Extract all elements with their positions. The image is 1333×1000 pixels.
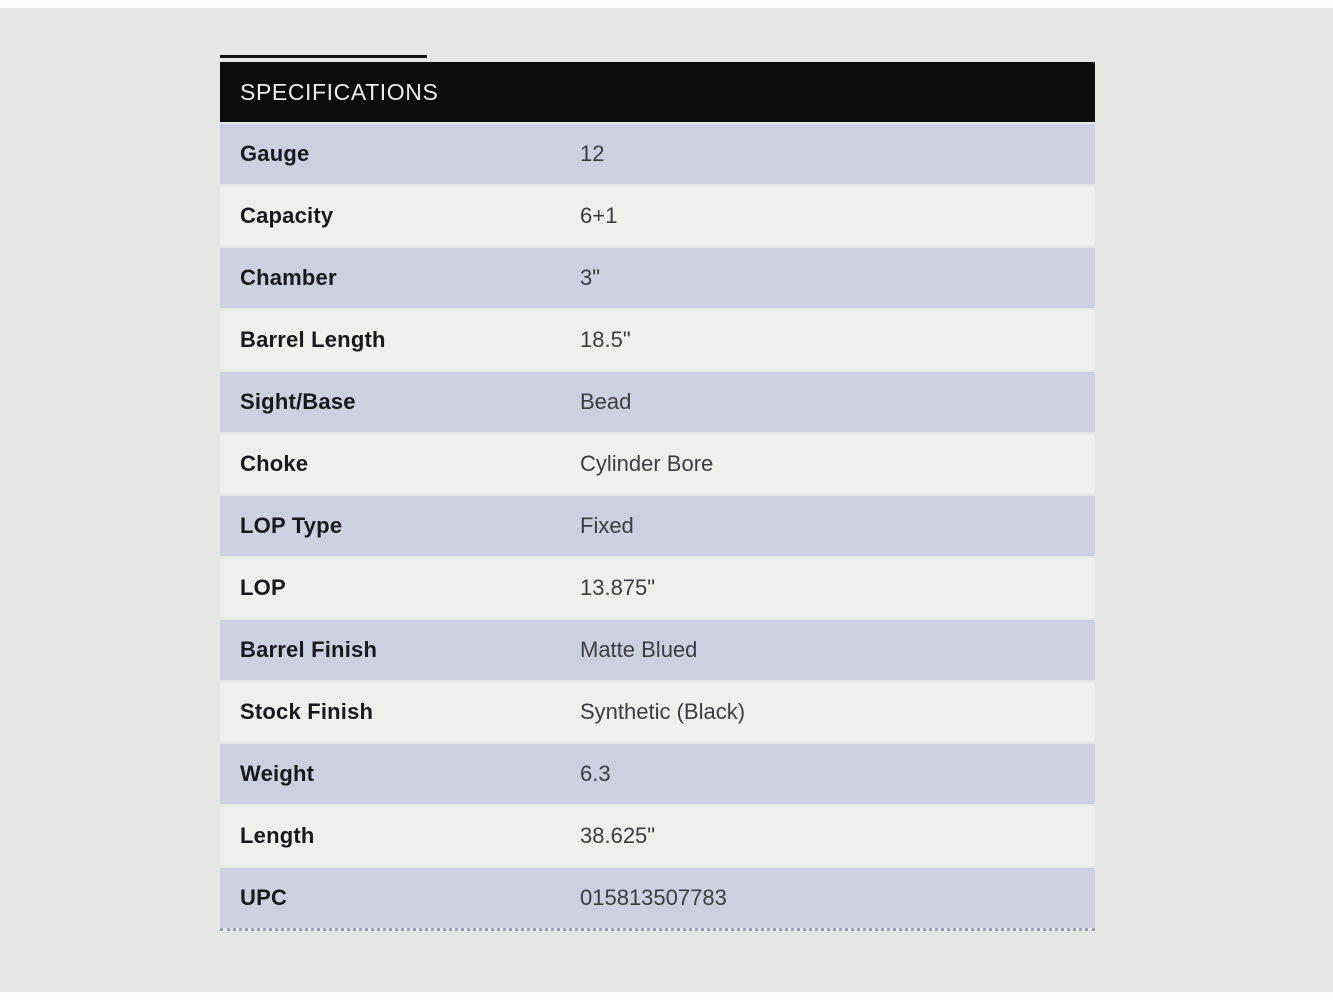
spec-label: Barrel Finish bbox=[240, 637, 378, 662]
spec-value: 38.625" bbox=[580, 823, 656, 848]
spec-label: Capacity bbox=[240, 203, 334, 228]
spec-value: 6+1 bbox=[580, 203, 618, 228]
spec-value: 18.5" bbox=[580, 327, 631, 352]
spec-label: LOP bbox=[240, 575, 286, 600]
bottom-edge-strip bbox=[0, 992, 1333, 1000]
spec-label: LOP Type bbox=[240, 513, 343, 538]
spec-value: Synthetic (Black) bbox=[580, 699, 746, 724]
spec-row bbox=[220, 186, 1095, 246]
table-body bbox=[220, 124, 1095, 931]
spec-label: Barrel Length bbox=[240, 327, 386, 352]
spec-row bbox=[220, 682, 1095, 742]
spec-value: 12 bbox=[580, 141, 605, 166]
table-header-title: SPECIFICATIONS bbox=[240, 79, 439, 105]
spec-label: Stock Finish bbox=[240, 699, 374, 724]
spec-value: Cylinder Bore bbox=[580, 451, 714, 476]
spec-label: Sight/Base bbox=[240, 389, 356, 414]
top-edge-strip bbox=[0, 0, 1333, 8]
spec-value: 6.3 bbox=[580, 761, 611, 786]
spec-row bbox=[220, 310, 1095, 370]
spec-row bbox=[220, 744, 1095, 804]
spec-row bbox=[220, 496, 1095, 556]
spec-value: 015813507783 bbox=[580, 885, 727, 910]
specifications-table bbox=[220, 62, 1095, 931]
table-header bbox=[220, 62, 1095, 122]
spec-value: 13.875" bbox=[580, 575, 656, 600]
spec-label: UPC bbox=[240, 885, 288, 910]
spec-row bbox=[220, 434, 1095, 494]
spec-value: Bead bbox=[580, 389, 632, 414]
spec-value: 3" bbox=[580, 265, 601, 290]
spec-label: Length bbox=[240, 823, 315, 848]
header-accent-line bbox=[220, 55, 427, 58]
spec-value: Matte Blued bbox=[580, 637, 698, 662]
spec-label: Gauge bbox=[240, 141, 310, 166]
spec-row bbox=[220, 806, 1095, 866]
spec-row bbox=[220, 124, 1095, 184]
spec-row bbox=[220, 248, 1095, 308]
spec-row bbox=[220, 620, 1095, 680]
spec-row bbox=[220, 558, 1095, 618]
spec-row bbox=[220, 868, 1095, 928]
spec-label: Chamber bbox=[240, 265, 337, 290]
spec-value: Fixed bbox=[580, 513, 634, 538]
spec-label: Weight bbox=[240, 761, 315, 786]
spec-row bbox=[220, 372, 1095, 432]
spec-label: Choke bbox=[240, 451, 309, 476]
